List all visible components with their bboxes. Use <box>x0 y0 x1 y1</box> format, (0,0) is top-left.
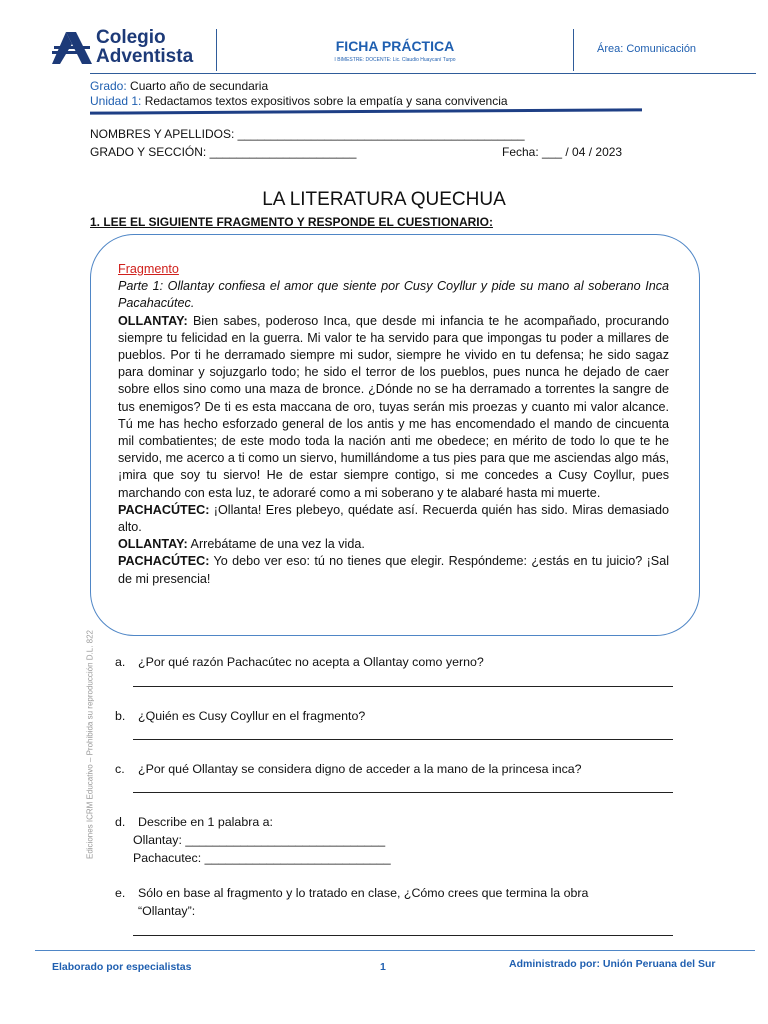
footer-left: Elaborado por especialistas <box>52 961 192 973</box>
question-e-letter: e. <box>115 886 126 900</box>
answer-line-e[interactable] <box>133 935 673 936</box>
grado-value: Cuarto año de secundaria <box>130 79 269 93</box>
question-b-letter: b. <box>115 709 126 723</box>
unidad-underline <box>90 108 642 114</box>
unidad-value: Redactamos textos expositivos sobre la empatía y sana convivencia <box>144 94 508 108</box>
doc-subtitle: I BIMESTRE: DOCENTE: Lic. Claudio Huaycaní Turpo <box>334 57 456 63</box>
doc-title: FICHA PRÁCTICA <box>335 38 455 54</box>
logo-line-1: Colegio <box>96 27 166 48</box>
unidad-row <box>90 94 508 108</box>
instruction: 1. LEE EL SIGUIENTE FRAGMENTO Y RESPONDE EL CUESTIONARIO: <box>90 215 493 229</box>
school-logo-text <box>96 28 193 66</box>
answer-line-a[interactable] <box>133 686 673 687</box>
header-divider-right <box>573 29 574 71</box>
speaker-name: PACHACÚTEC: <box>118 554 210 569</box>
question-d-text: Describe en 1 palabra a: <box>138 815 274 829</box>
question-a-letter: a. <box>115 655 126 669</box>
side-copyright: Ediciones ICRM Educativo – Prohibida su reproducción D.L. 822 <box>85 630 95 860</box>
grado-seccion-field[interactable]: GRADO Y SECCIÓN: ______________________ <box>90 145 357 159</box>
question-c-letter: c. <box>115 762 125 776</box>
logo-line-2: Adventista <box>96 46 194 67</box>
question-c-text: ¿Por qué Ollantay se considera digno de acceder a la mano de la princesa inca? <box>138 762 582 776</box>
header-rule <box>90 73 756 74</box>
area-label: Área: Comunicación <box>597 43 697 55</box>
answer-line-b[interactable] <box>133 739 673 740</box>
page-number: 1 <box>380 961 386 973</box>
dialogue-line <box>118 502 669 536</box>
header-divider-left <box>216 29 217 71</box>
speech-text: Bien sabes, poderoso Inca, que desde mi infancia te he acompañado, procurando siempre tu felicidad en la guerra. Mi valor te ha servido para que impongas tu poder a millares de pueblos. Por ti he derramado siempre mi sudor, siempre he vivido en tu defensa; he sido sagaz para dominar y sojuzgarlo todo; he sido el terror de los pueblos, pues nunca he dejado de caer sobre ellos sino como una maza de bronce. ¿Dónde no se ha derramado a torrentes la sangre de tus enemigos? De ti es esta maccana de oro, tuyas serán mis proezas y cuanto mi valor alcance. Tú me has hecho esforzado general de los antis y me has encomendado el mando de cincuenta mil combatientes; de este modo toda la nación anti me obedece; en mérito de todo lo que te he servido, me acerco a ti como un siervo, humillándome a tus pies para que me asciendas algo más, ¡mira que soy tu siervo! He de estar siempre contigo, si me concedes a Cusy Coyllur, pues marchando con esta luz, te adoraré como a mi soberano y te alabaré hasta mi muerte. <box>118 313 669 500</box>
pachacutec-word-field[interactable]: Pachacutec: ___________________________ <box>133 851 391 865</box>
question-d-letter: d. <box>115 815 126 829</box>
fragment-intro: Parte 1: Ollantay confiesa el amor que siente por Cusy Coyllur y pide su mano al soberano Inca Pacahacútec. <box>118 279 669 311</box>
page-title: LA LITERATURA QUECHUA <box>262 189 506 210</box>
dialogue-line <box>118 536 669 553</box>
question-b-text: ¿Quién es Cusy Coyllur en el fragmento? <box>138 709 366 723</box>
footer-rule <box>35 950 755 951</box>
grado-row <box>90 79 268 93</box>
grado-label: Grado: <box>90 79 127 93</box>
fragment-heading: Fragmento <box>118 262 179 276</box>
fecha-field[interactable]: Fecha: ___ / 04 / 2023 <box>502 145 623 159</box>
question-e-text: Sólo en base al fragmento y lo tratado en clase, ¿Cómo crees que termina la obra <box>138 886 589 900</box>
speech-text: Arrebátame de una vez la vida. <box>187 537 365 552</box>
dialogue-line <box>118 553 669 587</box>
dialogue-line <box>118 313 669 502</box>
speaker-name: PACHACÚTEC: <box>118 502 210 517</box>
speaker-name: OLLANTAY: <box>118 537 188 552</box>
school-logo-icon <box>52 30 94 66</box>
question-a-text: ¿Por qué razón Pachacútec no acepta a Ollantay como yerno? <box>138 655 484 669</box>
unidad-label: Unidad 1: <box>90 94 142 108</box>
ollantay-word-field[interactable]: Ollantay: _____________________________ <box>133 833 386 847</box>
speech-text: Yo debo ver eso: tú no tienes que elegir. Respóndeme: ¿estás en tu juicio? ¡Sal de mi presencia! <box>118 554 669 586</box>
question-e-text-2: “Ollantay”: <box>138 904 196 918</box>
nombres-field[interactable]: NOMBRES Y APELLIDOS: ___________________________________________ <box>90 127 525 141</box>
fragment-text <box>118 261 669 588</box>
speaker-name: OLLANTAY: <box>118 313 188 328</box>
speech-text: ¡Ollanta! Eres plebeyo, quédate así. Recuerda quién has sido. Miras demasiado alto. <box>118 502 669 535</box>
footer-right: Administrado por: Unión Peruana del Sur <box>509 958 716 970</box>
answer-line-c[interactable] <box>133 792 673 793</box>
